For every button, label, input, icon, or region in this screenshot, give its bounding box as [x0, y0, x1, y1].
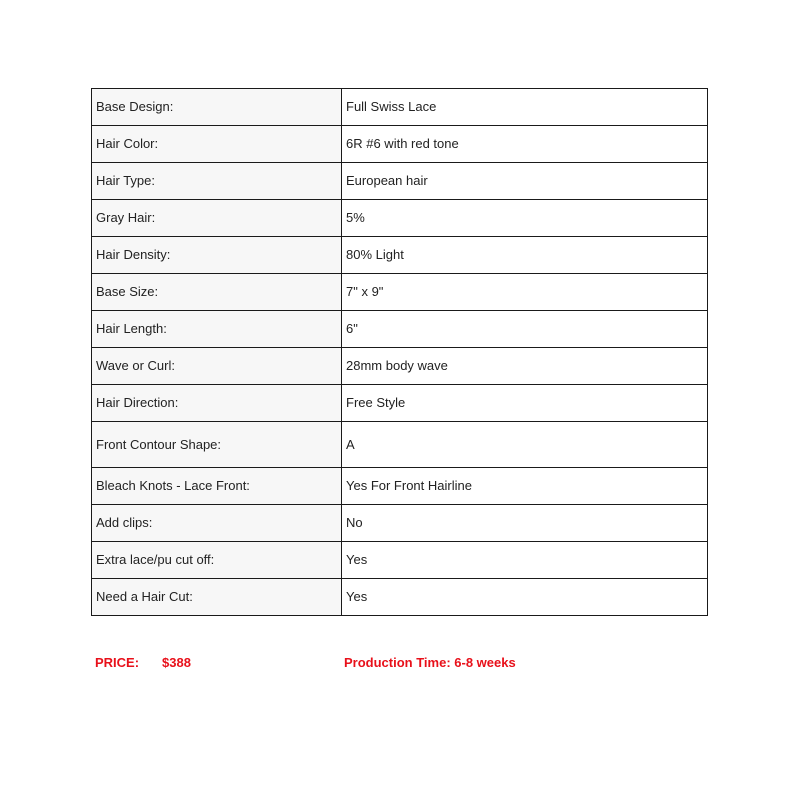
table-row	[92, 126, 708, 163]
spec-value: Yes	[342, 542, 708, 579]
spec-label: Hair Direction:	[92, 385, 342, 422]
spec-label: Hair Length:	[92, 311, 342, 348]
spec-label: Wave or Curl:	[92, 348, 342, 385]
price-label: PRICE:	[95, 655, 140, 670]
product-spec-table	[91, 88, 708, 616]
spec-value: European hair	[342, 163, 708, 200]
table-row	[92, 579, 708, 616]
table-row	[92, 385, 708, 422]
spec-label: Add clips:	[92, 505, 342, 542]
spec-label: Extra lace/pu cut off:	[92, 542, 342, 579]
spec-value: No	[342, 505, 708, 542]
spec-value: Full Swiss Lace	[342, 89, 708, 126]
spec-value: 6R #6 with red tone	[342, 126, 708, 163]
table-row	[92, 237, 708, 274]
spec-label: Hair Type:	[92, 163, 342, 200]
table-row	[92, 89, 708, 126]
table-row	[92, 542, 708, 579]
table-row	[92, 311, 708, 348]
spec-value: Yes For Front Hairline	[342, 468, 708, 505]
table-row	[92, 163, 708, 200]
spec-value: Yes	[342, 579, 708, 616]
spec-label: Hair Color:	[92, 126, 342, 163]
spec-label: Base Design:	[92, 89, 342, 126]
spec-value: Free Style	[342, 385, 708, 422]
spec-label: Bleach Knots - Lace Front:	[92, 468, 342, 505]
table-row	[92, 200, 708, 237]
table-row	[92, 468, 708, 505]
spec-value: 28mm body wave	[342, 348, 708, 385]
table-row	[92, 274, 708, 311]
spec-value: 80% Light	[342, 237, 708, 274]
spec-value: A	[342, 422, 708, 468]
spec-label: Hair Density:	[92, 237, 342, 274]
price-value: $388	[162, 655, 191, 670]
spec-label: Gray Hair:	[92, 200, 342, 237]
table-row	[92, 505, 708, 542]
spec-value: 6"	[342, 311, 708, 348]
spec-value: 5%	[342, 200, 708, 237]
spec-label: Need a Hair Cut:	[92, 579, 342, 616]
spec-value: 7" x 9"	[342, 274, 708, 311]
spec-label: Base Size:	[92, 274, 342, 311]
table-row	[92, 422, 708, 468]
production-time: Production Time: 6-8 weeks	[344, 655, 516, 670]
spec-label: Front Contour Shape:	[92, 422, 342, 468]
table-row	[92, 348, 708, 385]
